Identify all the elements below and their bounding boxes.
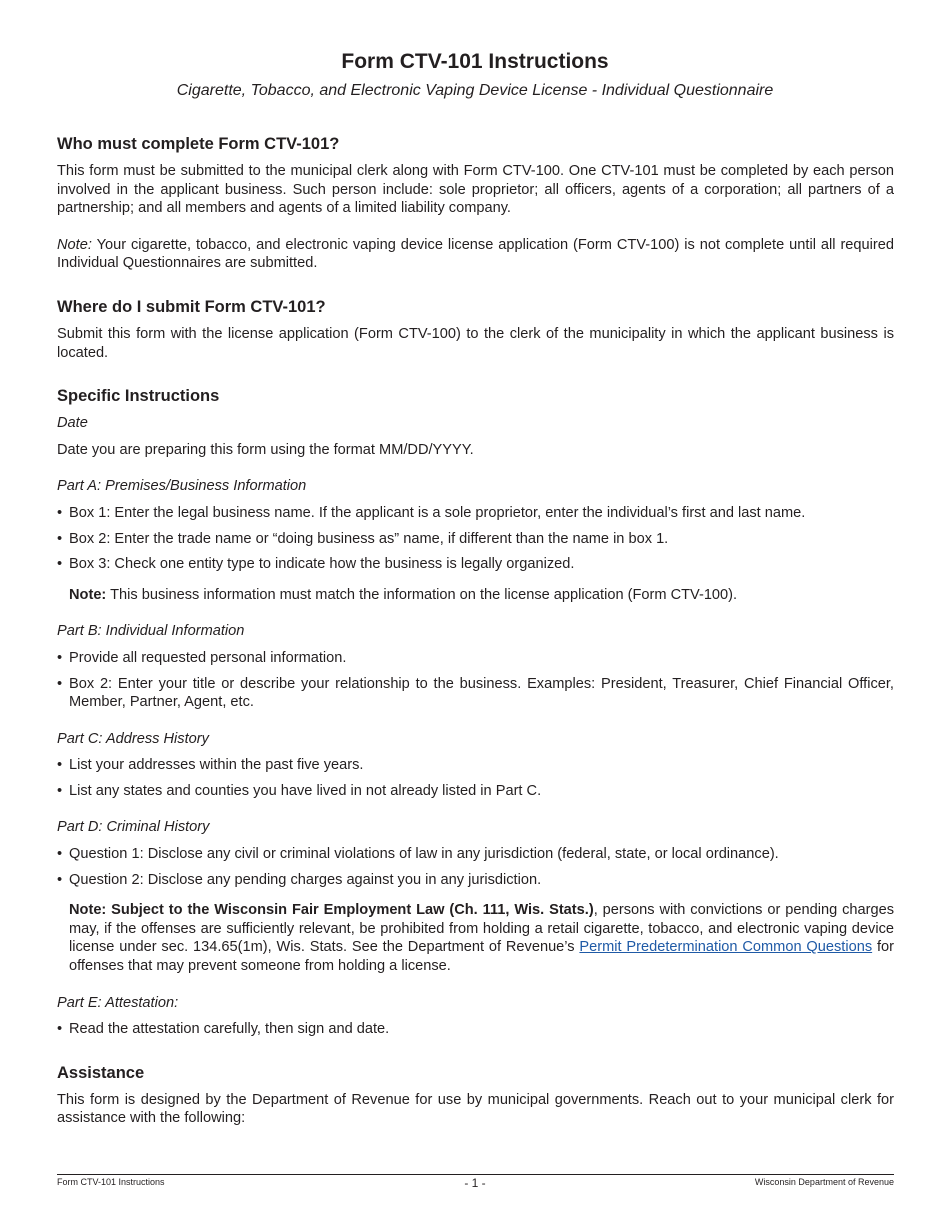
part-d-note-bold: Note: Subject to the Wisconsin Fair Employment Law (Ch. 111, Wis. Stats.) [69, 902, 594, 919]
who-note [57, 236, 894, 273]
who-note-label: Note: [57, 236, 92, 253]
page-title: Form CTV-101 Instructions [341, 50, 609, 73]
permit-predetermination-link[interactable]: Permit Predetermination Common Questions [579, 939, 873, 956]
who-heading: Who must complete Form CTV-101? [57, 135, 340, 153]
where-paragraph: Submit this form with the license application (Form CTV-100) to the clerk of the municipality in which the applicant business is located. [57, 325, 894, 361]
part-c-list [57, 756, 894, 800]
part-a-note [69, 586, 894, 605]
part-b-list [57, 649, 894, 712]
part-a-note-text: This business information must match the information on the license application (Form CTV-100). [106, 586, 738, 603]
list-item: • Question 1: Disclose any civil or criminal violations of law in any jurisdiction (federal, state, or local ordinance). [57, 845, 894, 864]
part-d-note-end: for offenses that may prevent someone from holding a license. [69, 939, 894, 975]
part-d-list [57, 845, 894, 889]
part-a-note-label: Note: [69, 586, 107, 603]
assistance-heading: Assistance [57, 1063, 145, 1082]
date-label: Date [57, 415, 88, 432]
list-item: • List your addresses within the past five years. [57, 756, 894, 775]
list-item: • Question 2: Disclose any pending charges against you in any jurisdiction. [57, 871, 894, 890]
list-item: • List any states and counties you have lived in not already listed in Part C. [57, 782, 894, 801]
assistance-paragraph: This form is designed by the Department of Revenue for use by municipal governments. Reach out to your municipal clerk for assistance with the following: [57, 1091, 894, 1127]
part-a-label: Part A: Premises/Business Information [57, 478, 307, 495]
who-note-text: Your cigarette, tobacco, and electronic vaping device license application (Form CTV-100) is not complete until all required Individual Questionnaires are submitted. [57, 236, 894, 272]
footer-agency: Wisconsin Department of Revenue [754, 1177, 894, 1187]
list-item: • Box 3: Check one entity type to indicate how the business is legally organized. [57, 555, 894, 574]
list-item: • Read the attestation carefully, then sign and date. [57, 1020, 894, 1039]
where-heading: Where do I submit Form CTV-101? [57, 297, 326, 316]
footer-page-number: - 1 - [464, 1176, 486, 1190]
list-item: • Box 2: Enter the trade name or “doing business as” name, if different than the name in box 1. [57, 530, 894, 549]
part-c-label: Part C: Address History [57, 730, 209, 747]
document-body [57, 134, 894, 1128]
list-item: • Provide all requested personal information. [57, 649, 894, 668]
list-item: • Box 1: Enter the legal business name. If the applicant is a sole proprietor, enter the individual’s first and last name. [57, 504, 894, 523]
part-d-label: Part D: Criminal History [57, 819, 210, 836]
part-b-label: Part B: Individual Information [57, 623, 245, 640]
part-a-list [57, 504, 894, 574]
who-paragraph: This form must be submitted to the municipal clerk along with Form CTV-100. One CTV-101 must be completed by each person involved in the applicant business. Such person include: sole proprietor; all officers, agents of a corporation; all partners of a partnership; and all members and agents of a limited liability company. [57, 163, 894, 217]
footer-divider [57, 1174, 894, 1175]
footer-form-name: Form CTV-101 Instructions [57, 1177, 165, 1187]
part-d-note-text: , persons with convictions or pending charges may, if the offenses are sufficiently relevant, be prohibited from holding a retail cigarette, tobacco, and electronic vaping device license under sec. 134.65(1m), Wis. Stats. See the Department of Revenue’s [69, 902, 894, 956]
specific-heading: Specific Instructions [57, 387, 220, 406]
part-e-label: Part E: Attestation: [57, 994, 179, 1011]
list-item: • Box 2: Enter your title or describe your relationship to the business. Examples: President, Treasurer, Chief Financial Officer, Member, Partner, Agent, etc. [57, 675, 894, 712]
part-d-note [69, 901, 894, 975]
date-text: Date you are preparing this form using the format MM/DD/YYYY. [57, 441, 474, 458]
page-subtitle: Cigarette, Tobacco, and Electronic Vaping Device License - Individual Questionnaire [176, 82, 774, 99]
part-e-list [57, 1020, 894, 1039]
